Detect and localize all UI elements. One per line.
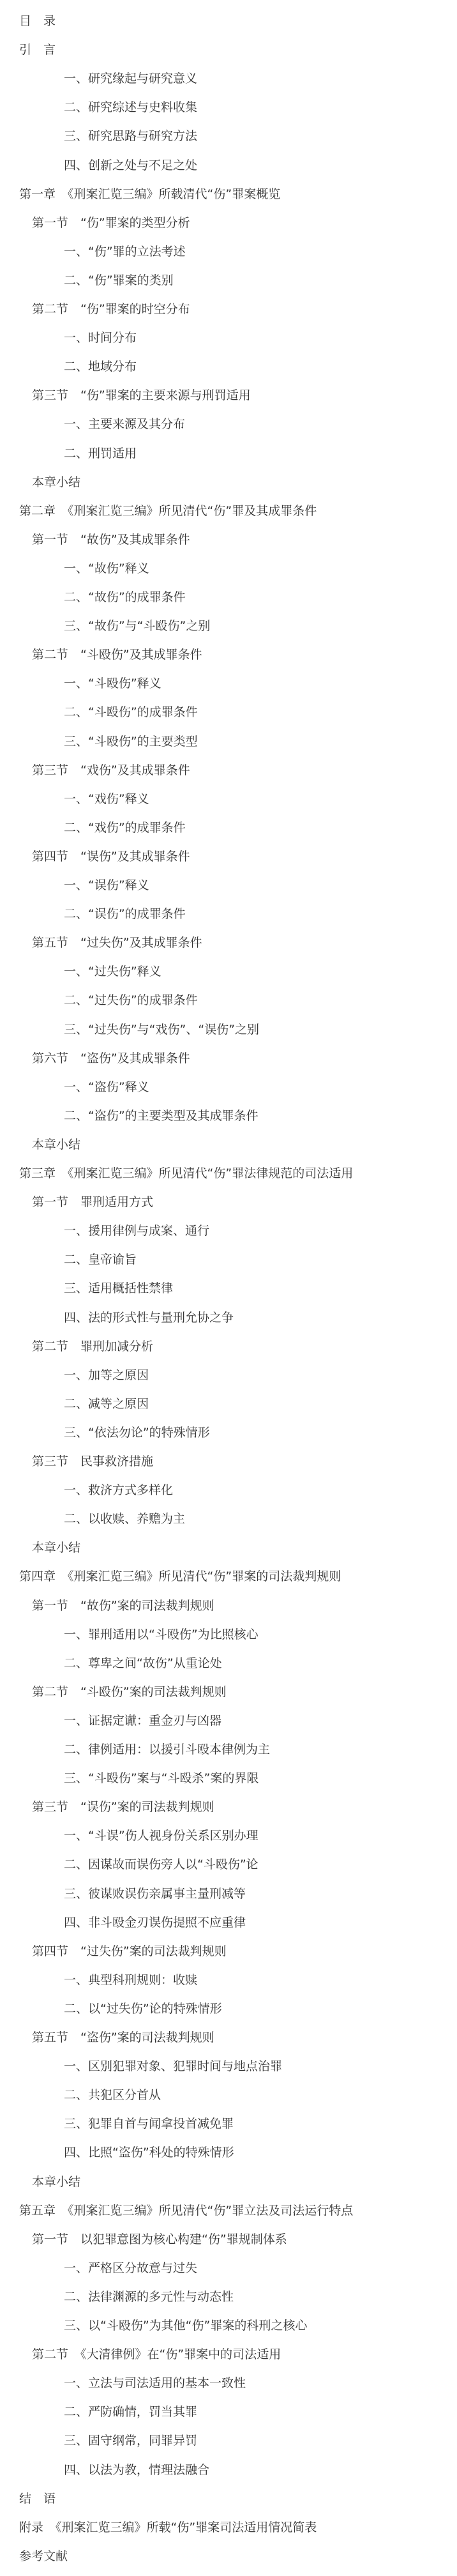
toc-entry: 一、罪刑适用以“斗殴伤”为比照核心 [64,1627,258,1642]
toc-entry: 一、时间分布 [64,331,137,346]
toc-entry: 第三节 “戏伤”及其成罪条件 [32,763,190,777]
toc-entry: 三、“依法勿论”的特殊情形 [64,1425,210,1440]
toc-entry: 第一章 《刑案汇览三编》所载清代“伤”罪案概览 [19,187,281,201]
toc-entry: 三、“斗殴伤”的主要类型 [64,734,198,749]
toc-entry: 二、皇帝谕旨 [64,1253,137,1267]
toc-entry: 二、刑罚适用 [64,446,137,461]
toc-entry: 二、以收赎、养赡为主 [64,1512,186,1527]
toc-entry: 结 语 [19,2491,56,2506]
toc-entry: 第三节 民事救济措施 [32,1454,154,1468]
toc-entry: 第五节 “过失伤”及其成罪条件 [32,936,202,950]
toc-entry: 二、“戏伤”的成罪条件 [64,820,186,835]
toc-entry: 一、“伤”罪的立法考述 [64,244,186,259]
toc-entry: 第三节 “误伤”案的司法裁判规则 [32,1800,214,1815]
toc-entry: 第二章 《刑案汇览三编》所见清代“伤”罪及其成罪条件 [19,503,317,518]
toc-entry: 一、证据定谳：重金刃与凶器 [64,1713,222,1728]
toc-entry: 一、“盗伤”释义 [64,1079,149,1094]
toc-entry: 一、“戏伤”释义 [64,791,149,806]
toc-entry: 二、律例适用：以援引斗殴本律例为主 [64,1742,271,1757]
toc-entry: 二、“误伤”的成罪条件 [64,907,186,922]
toc-entry: 附录 《刑案汇览三编》所载“伤”罪案司法适用情况简表 [19,2520,317,2534]
toc-entry: 一、救济方式多样化 [64,1483,174,1498]
toc-entry: 四、比照“盗伤”科处的特殊情形 [64,2145,234,2160]
toc-entry: 第六节 “盗伤”及其成罪条件 [32,1051,190,1065]
toc-entry: 四、法的形式性与量刑允协之争 [64,1310,234,1325]
toc-entry: 二、“伤”罪案的类别 [64,273,174,287]
toc-entry: 第四节 “过失伤”案的司法裁判规则 [32,1944,227,1958]
toc-entry: 三、犯罪自首与闻拿投首减免罪 [64,2117,234,2131]
toc-entry: 三、适用概括性禁律 [64,1281,174,1296]
toc-title: 目 录 [19,14,56,28]
toc-entry: 第五节 “盗伤”案的司法裁判规则 [32,2031,214,2045]
toc-entry: 二、因谋故而误伤旁人以“斗殴伤”论 [64,1857,258,1872]
toc-entry: 三、以“斗殴伤”为其他“伤”罪案的科刑之核心 [64,2319,308,2333]
toc-entry: 一、主要来源及其分布 [64,417,186,432]
toc-entry: 一、“斗误”伤人视身份关系区别办理 [64,1829,258,1843]
toc-entry: 二、“故伤”的成罪条件 [64,590,186,604]
toc-entry: 三、彼谋败误伤亲属事主量刑减等 [64,1886,246,1901]
toc-entry: 第二节 “斗殴伤”案的司法裁判规则 [32,1684,227,1699]
toc-entry: 第五章 《刑案汇览三编》所见清代“伤”罪立法及司法运行特点 [19,2203,354,2218]
toc-entry: 第一节 “故伤”案的司法裁判规则 [32,1598,214,1613]
toc-entry: 一、典型科刑规则：收赎 [64,1972,198,1987]
toc-entry: 本章小结 [32,2174,81,2189]
toc-entry: 第四章 《刑案汇览三编》所见清代“伤”罪案的司法裁判规则 [19,1569,341,1584]
toc-entry: 四、以法为教，情理法融合 [64,2462,210,2477]
toc-entry: 一、援用律例与成案、通行 [64,1224,210,1238]
toc-entry: 第一节 “伤”罪案的类型分析 [32,215,190,230]
toc-entry: 二、“盗伤”的主要类型及其成罪条件 [64,1108,258,1123]
toc-entry: 四、非斗殴金刃误伤提照不应重律 [64,1915,246,1930]
toc-entry: 第二节 《大清律例》在“伤”罪案中的司法适用 [32,2347,281,2362]
toc-entry: 一、加等之原因 [64,1368,149,1382]
toc-entry: 三、研究思路与研究方法 [64,129,198,144]
toc-entry: 本章小结 [32,1137,81,1152]
toc-entry: 第三节 “伤”罪案的主要来源与刑罚适用 [32,388,251,403]
toc-entry: 第一节 “故伤”及其成罪条件 [32,532,190,547]
toc-entry: 第一节 以犯罪意图为核心构建“伤”罪规制体系 [32,2232,287,2246]
toc-entry: 二、严防确情，罚当其罪 [64,2405,198,2420]
toc-entry: 三、“过失伤”与“戏伤”、“误伤”之别 [64,1022,260,1037]
toc-entry: 三、“斗殴伤”案与“斗殴杀”案的界限 [64,1771,259,1786]
toc-entry: 一、“过失伤”释义 [64,964,161,979]
toc-entry: 本章小结 [32,475,81,489]
toc-entry: 三、固守纲常，同罪异罚 [64,2434,198,2448]
toc-entry: 引 言 [19,43,56,57]
toc-entry: 二、尊卑之间“故伤”从重论处 [64,1656,222,1670]
toc-entry: 第二节 “斗殴伤”及其成罪条件 [32,648,202,662]
toc-entry: 第二节 “伤”罪案的时空分布 [32,302,190,316]
toc-entry: 二、共犯区分首从 [64,2088,161,2103]
toc-entry: 二、“斗殴伤”的成罪条件 [64,705,198,720]
toc-entry: 本章小结 [32,1541,81,1555]
toc-entry: 二、减等之原因 [64,1396,149,1411]
toc-entry: 一、研究缘起与研究意义 [64,72,198,86]
toc-entry: 二、法律渊源的多元性与动态性 [64,2289,234,2304]
toc-entry: 三、“故伤”与“斗殴伤”之别 [64,619,211,634]
toc-entry: 二、地域分布 [64,360,137,374]
toc-entry: 第四节 “误伤”及其成罪条件 [32,849,190,864]
toc-entry: 二、以“过失伤”论的特殊情形 [64,2001,222,2016]
toc-entry: 四、创新之处与不足之处 [64,158,198,172]
toc-entry: 第一节 罪刑适用方式 [32,1195,154,1210]
toc-entry: 第二节 罪刑加减分析 [32,1339,154,1353]
toc-entry: 一、区别犯罪对象、犯罪时间与地点治罪 [64,2059,283,2074]
toc-entry: 一、立法与司法适用的基本一致性 [64,2376,246,2391]
toc-entry: 二、“过失伤”的成罪条件 [64,993,198,1008]
toc-entry: 一、“斗殴伤”释义 [64,676,161,691]
toc-entry: 一、严格区分故意与过失 [64,2260,198,2275]
toc-entry: 一、“故伤”释义 [64,561,149,575]
toc-entry: 第三章 《刑案汇览三编》所见清代“伤”罪法律规范的司法适用 [19,1166,354,1180]
toc-entry: 二、研究综述与史料收集 [64,100,198,115]
toc-entry: 一、“误伤”释义 [64,878,149,892]
toc-entry: 参考文献 [19,2549,68,2563]
